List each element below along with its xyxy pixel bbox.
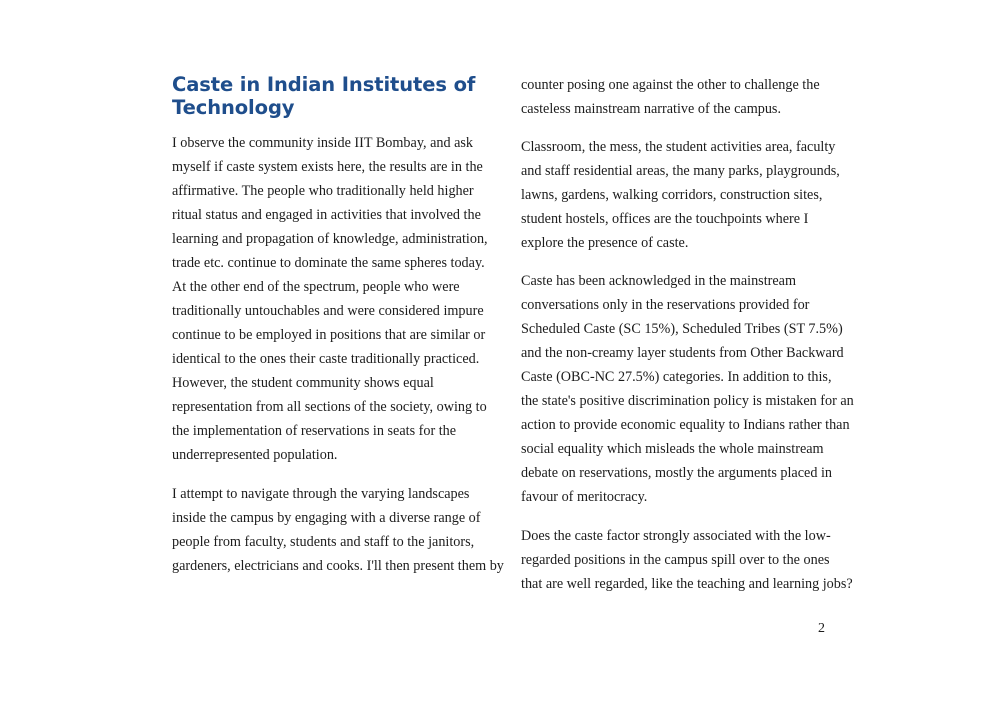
text-line: trade etc. continue to dominate the same spheres today. — [172, 255, 485, 271]
text-line: conversations only in the reservations provided for — [521, 297, 810, 313]
text-line: debate on reservations, mostly the arguments placed in — [521, 465, 832, 481]
text-line: casteless mainstream narrative of the campus. — [521, 101, 782, 117]
title-line: Technology — [172, 96, 295, 119]
text-line: However, the student community shows equal — [172, 375, 434, 391]
text-line: Scheduled Caste (SC 15%), Scheduled Tribes (ST 7.5%) — [521, 321, 843, 337]
text-line: gardeners, electricians and cooks. I'll then present them by — [172, 558, 504, 574]
text-line: I attempt to navigate through the varying landscapes — [172, 486, 470, 502]
text-line: myself if caste system exists here, the results are in the — [172, 159, 483, 175]
text-line: counter posing one against the other to challenge the — [521, 77, 820, 93]
paragraph-caste-observation — [172, 131, 488, 467]
text-line: the implementation of reservations in seats for the — [172, 423, 457, 439]
text-line: identical to the ones their caste traditionally practiced. — [172, 351, 480, 367]
text-line: At the other end of the spectrum, people who were — [172, 279, 460, 295]
text-line: and the non-creamy layer students from Other Backward — [521, 345, 844, 361]
text-line: explore the presence of caste. — [521, 235, 689, 251]
text-line: traditionally untouchables and were considered impure — [172, 303, 484, 319]
text-line: representation from all sections of the society, owing to — [172, 399, 487, 415]
text-line: learning and propagation of knowledge, administration, — [172, 231, 488, 247]
text-line: people from faculty, students and staff to the janitors, — [172, 534, 475, 550]
text-line: inside the campus by engaging with a diverse range of — [172, 510, 481, 526]
title-line: Caste in Indian Institutes of — [172, 73, 476, 96]
text-line: social equality which misleads the whole mainstream — [521, 441, 824, 457]
text-line: favour of meritocracy. — [521, 489, 648, 505]
text-line: ritual status and engaged in activities that involved the — [172, 207, 481, 223]
text-line: action to provide economic equality to Indians rather than — [521, 417, 850, 433]
paragraph-touchpoints — [521, 135, 840, 255]
page-title — [172, 73, 475, 119]
text-line: Caste has been acknowledged in the mainstream — [521, 273, 796, 289]
text-line: lawns, gardens, walking corridors, construction sites, — [521, 187, 823, 203]
text-line: the state's positive discrimination policy is mistaken for an — [521, 393, 854, 409]
text-line: regarded positions in the campus spill over to the ones — [521, 552, 830, 568]
page-number: 2 — [818, 621, 825, 636]
text-line: student hostels, offices are the touchpoints where I — [521, 211, 809, 227]
text-line: that are well regarded, like the teaching and learning jobs? — [521, 576, 853, 592]
text-line: continue to be employed in positions that are similar or — [172, 327, 486, 343]
text-line: Does the caste factor strongly associated with the low- — [521, 528, 831, 544]
paragraph-counter-posing — [521, 73, 820, 121]
paragraph-reservations — [521, 269, 854, 509]
paragraph-caste-question — [521, 524, 853, 596]
text-line: Caste (OBC-NC 27.5%) categories. In addition to this, — [521, 369, 832, 385]
text-line: underrepresented population. — [172, 447, 338, 463]
text-line: and staff residential areas, the many parks, playgrounds, — [521, 163, 840, 179]
text-line: I observe the community inside IIT Bombay, and ask — [172, 135, 474, 151]
text-line: affirmative. The people who traditionally held higher — [172, 183, 474, 199]
paragraph-navigation-method — [172, 482, 504, 578]
text-line: Classroom, the mess, the student activities area, faculty — [521, 139, 836, 155]
